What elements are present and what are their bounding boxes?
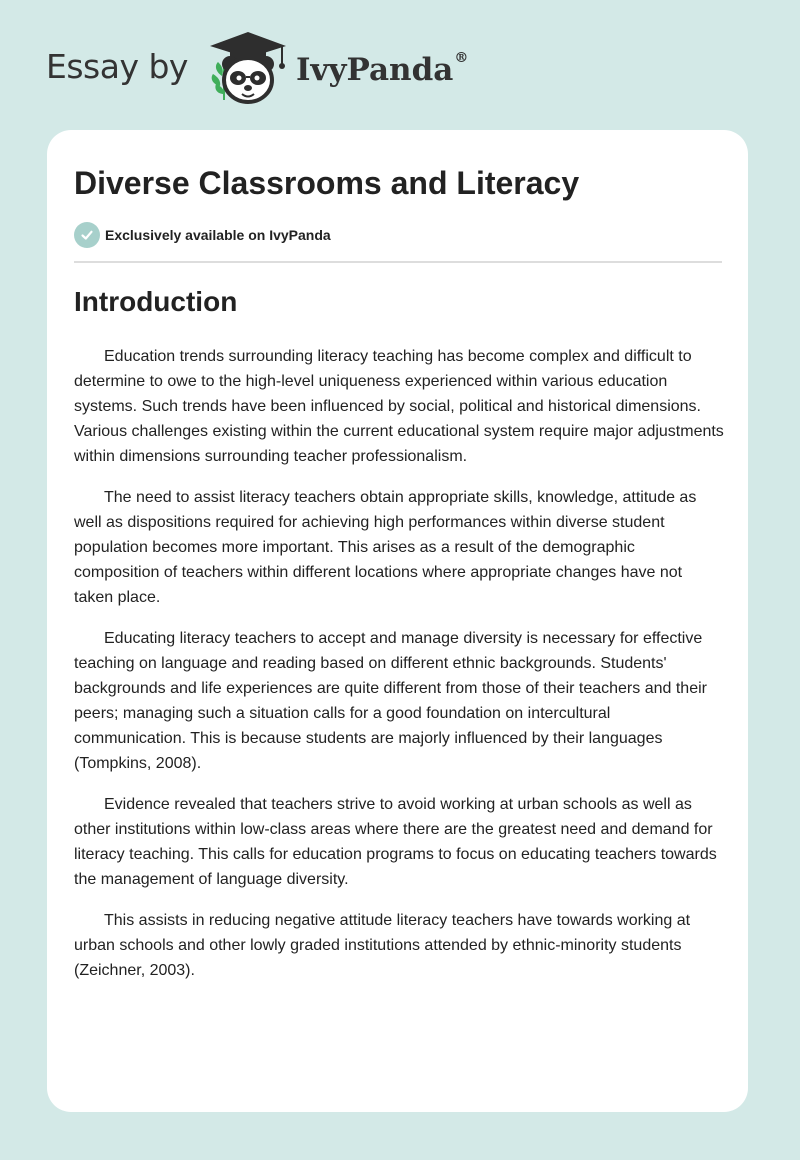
paragraph: Evidence revealed that teachers strive to avoid working at urban schools as well as other institutions within low-class areas where there are the greatest need and demand for literacy teaching. This calls for education programs to focus on educating teachers towards the management of language diversity. — [74, 796, 717, 888]
panda-logo-icon[interactable] — [202, 28, 294, 108]
exclusive-badge — [74, 222, 331, 248]
page-title: Diverse Classrooms and Literacy — [74, 165, 580, 201]
exclusive-badge-label: Exclusively available on IvyPanda — [105, 227, 331, 243]
paragraph: This assists in reducing negative attitude literacy teachers have towards working at urban schools and other lowly graded institutions attended by ethnic-minority students (Zeichner, 2003). — [74, 912, 691, 979]
checkmark-icon — [74, 222, 100, 248]
paragraph: Educating literacy teachers to accept and manage diversity is necessary for effective teaching on language and reading based on different ethnic backgrounds. Students' backgrounds and life experiences are quite different from those of their teachers and their peers; managing such a situation calls for a good foundation on intercultural communication. This is because students are majorly influenced by their languages (Tompkins, 2008). — [74, 630, 707, 772]
essay-by-label: Essay by — [46, 46, 188, 86]
paragraph: The need to assist literacy teachers obtain appropriate skills, knowledge, attitude as well as dispositions required for achieving high performances within diverse student population becomes more important. This arises as a result of the demographic composition of teachers within different locations where appropriate changes have not taken place. — [74, 489, 697, 606]
essay-card — [47, 130, 748, 1112]
registered-mark: ® — [454, 50, 469, 66]
paragraph: Education trends surrounding literacy teaching has become complex and difficult to determine to owe to the high-level uniqueness experienced within various education systems. Such trends have been influenced by social, political and historical dimensions. Various challenges existing within the current educational system require major adjustments within dimensions surrounding teacher professionalism. — [74, 348, 724, 465]
title-divider — [74, 261, 722, 263]
section-heading: Introduction — [74, 286, 238, 317]
essay-body — [74, 344, 724, 999]
brand-name[interactable]: IvyPanda® — [295, 50, 469, 88]
site-header — [46, 28, 468, 108]
